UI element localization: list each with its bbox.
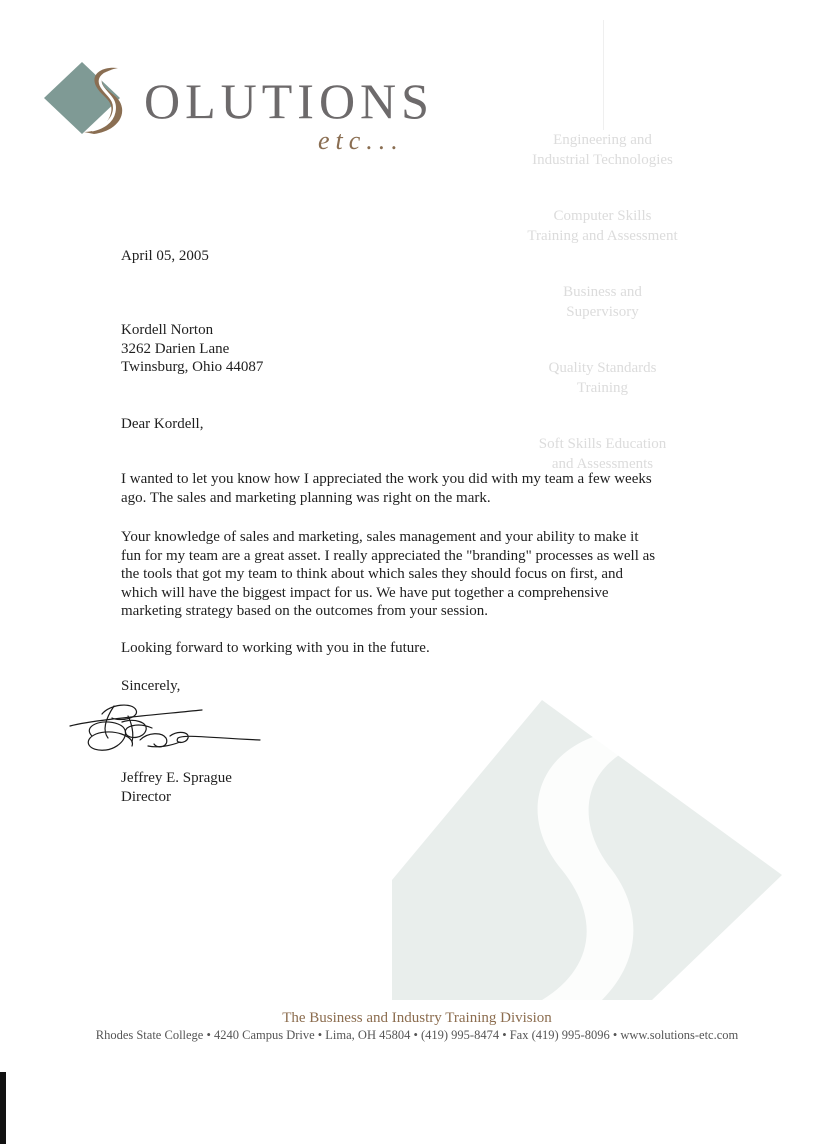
service-line: Supervisory xyxy=(566,304,639,320)
decorative-divider xyxy=(603,20,604,130)
footer-division: The Business and Industry Training Division xyxy=(282,1010,552,1026)
watermark-s-diamond-icon xyxy=(392,700,782,1000)
service-line: Industrial Technologies xyxy=(532,152,673,168)
service-item xyxy=(500,434,705,474)
solutions-logo xyxy=(44,60,434,170)
paragraph-2 xyxy=(121,528,721,621)
service-item xyxy=(500,130,705,170)
signer-block xyxy=(121,769,721,806)
logo-tagline: etc... xyxy=(318,126,404,155)
paragraph-1 xyxy=(121,470,721,507)
paragraph-3: Looking forward to working with you in the future. xyxy=(121,640,430,656)
scan-edge xyxy=(0,1072,6,1144)
recipient-street: 3262 Darien Lane xyxy=(121,340,230,357)
service-line: Computer Skills xyxy=(553,208,652,224)
solutions-s-diamond-icon xyxy=(44,60,144,140)
paragraph-line: fun for my team are a great asset. I really appreciated the "branding" processes as well as xyxy=(121,547,656,564)
recipient-city: Twinsburg, Ohio 44087 xyxy=(121,359,264,375)
signer-title: Director xyxy=(121,788,171,805)
handwritten-signature xyxy=(62,696,272,766)
service-line: Engineering and xyxy=(553,132,652,148)
service-line: Business and xyxy=(563,284,642,300)
service-item xyxy=(500,282,705,322)
service-line: Training and Assessment xyxy=(527,228,678,244)
letter-date: April 05, 2005 xyxy=(121,248,209,264)
paragraph-line: I wanted to let you know how I appreciated the work you did with my team a few weeks xyxy=(121,471,652,487)
paragraph-line: ago. The sales and marketing planning was right on the mark. xyxy=(121,489,491,506)
signer-name: Jeffrey E. Sprague xyxy=(121,770,232,786)
service-line: Soft Skills Education xyxy=(538,436,667,452)
service-line: Quality Standards xyxy=(548,360,657,376)
footer-address: Rhodes State College • 4240 Campus Drive • Lima, OH 45804 • (419) 995-8474 • Fax (419) 995-8096 • www.solutions-etc.com xyxy=(95,1028,739,1042)
paragraph-line: Your knowledge of sales and marketing, sales management and your ability to make it xyxy=(121,529,639,545)
service-line: Training xyxy=(576,380,629,396)
paragraph-line: which will have the biggest impact for us. We have put together a comprehensive xyxy=(121,584,609,601)
paragraph-line: marketing strategy based on the outcomes from your session. xyxy=(121,603,489,619)
salutation: Dear Kordell, xyxy=(121,416,204,432)
service-line: and Assessments xyxy=(551,456,654,472)
closing: Sincerely, xyxy=(121,678,181,694)
logo-wordmark: OLUTIONS xyxy=(144,73,434,129)
paragraph-line: the tools that got my team to think about which sales they should focus on first, and xyxy=(121,566,624,582)
recipient-name: Kordell Norton xyxy=(121,322,214,338)
recipient-address xyxy=(121,321,721,377)
service-item xyxy=(500,206,705,246)
